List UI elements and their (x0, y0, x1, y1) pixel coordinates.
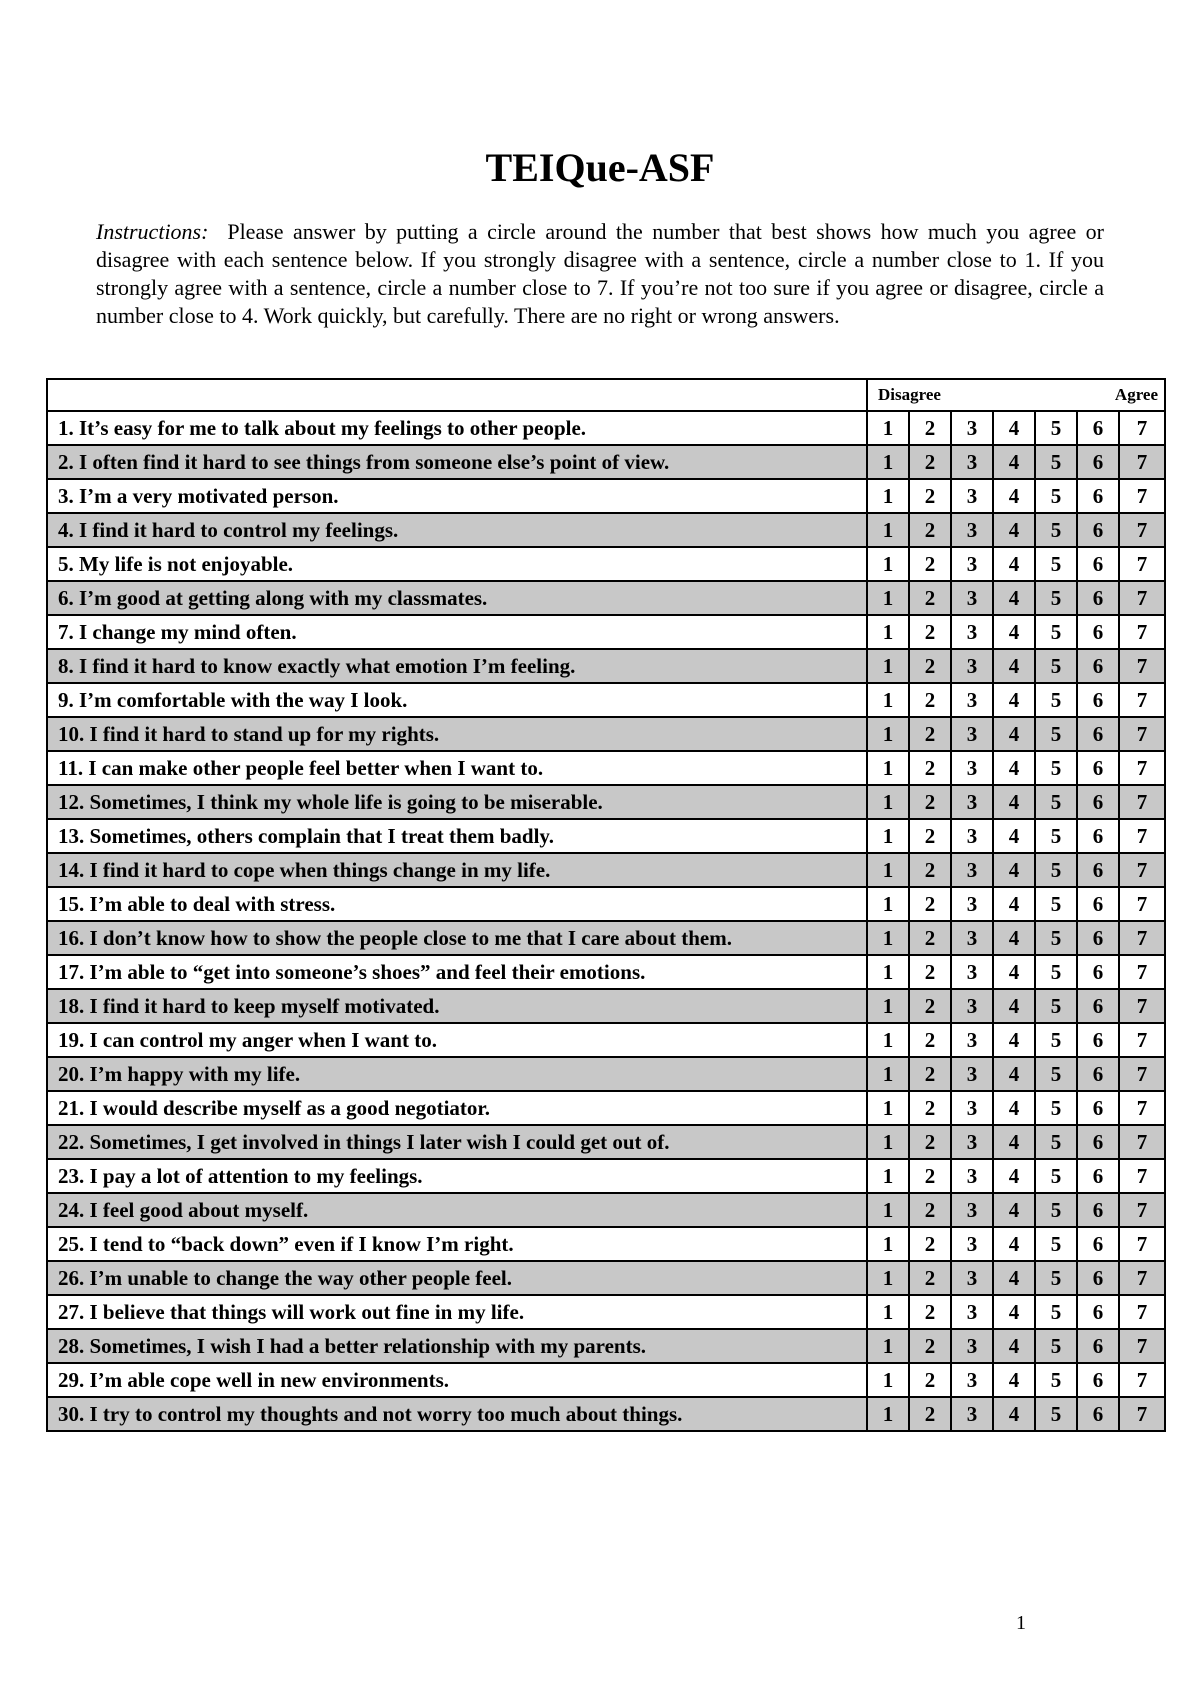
rating-option-5[interactable]: 5 (1035, 479, 1077, 513)
rating-option-2[interactable]: 2 (909, 1227, 951, 1261)
survey-item-row (47, 1091, 1165, 1125)
rating-option-6[interactable]: 6 (1077, 615, 1119, 649)
rating-option-4[interactable]: 4 (993, 1091, 1035, 1125)
rating-option-6[interactable]: 6 (1077, 445, 1119, 479)
rating-option-5[interactable]: 5 (1035, 411, 1077, 445)
survey-item-row (47, 1125, 1165, 1159)
rating-option-7[interactable]: 7 (1119, 1227, 1165, 1261)
rating-option-6[interactable]: 6 (1077, 649, 1119, 683)
rating-option-4[interactable]: 4 (993, 513, 1035, 547)
survey-item-row (47, 1329, 1165, 1363)
rating-option-3[interactable]: 3 (951, 1023, 993, 1057)
rating-option-3[interactable]: 3 (951, 479, 993, 513)
rating-option-7[interactable]: 7 (1119, 581, 1165, 615)
rating-option-5[interactable]: 5 (1035, 1125, 1077, 1159)
item-statement: 12. Sometimes, I think my whole life is going to be miserable. (47, 785, 867, 819)
page-number: 1 (1016, 1612, 1026, 1634)
rating-option-1[interactable]: 1 (867, 1125, 909, 1159)
rating-option-4[interactable]: 4 (993, 887, 1035, 921)
rating-option-6[interactable]: 6 (1077, 1363, 1119, 1397)
rating-option-4[interactable]: 4 (993, 819, 1035, 853)
rating-option-2[interactable]: 2 (909, 513, 951, 547)
rating-option-5[interactable]: 5 (1035, 1159, 1077, 1193)
rating-option-6[interactable]: 6 (1077, 751, 1119, 785)
item-statement: 22. Sometimes, I get involved in things I later wish I could get out of. (47, 1125, 867, 1159)
survey-item-row (47, 1159, 1165, 1193)
rating-option-3[interactable]: 3 (951, 1091, 993, 1125)
rating-option-1[interactable]: 1 (867, 1159, 909, 1193)
rating-option-3[interactable]: 3 (951, 445, 993, 479)
rating-option-3[interactable]: 3 (951, 1159, 993, 1193)
rating-option-2[interactable]: 2 (909, 921, 951, 955)
rating-option-6[interactable]: 6 (1077, 989, 1119, 1023)
rating-option-2[interactable]: 2 (909, 1193, 951, 1227)
rating-option-2[interactable]: 2 (909, 1363, 951, 1397)
rating-option-3[interactable]: 3 (951, 411, 993, 445)
rating-option-4[interactable]: 4 (993, 1023, 1035, 1057)
rating-option-4[interactable]: 4 (993, 1397, 1035, 1431)
scale-header-cell (867, 379, 1165, 411)
item-statement: 5. My life is not enjoyable. (47, 547, 867, 581)
survey-item-row (47, 649, 1165, 683)
rating-option-3[interactable]: 3 (951, 1329, 993, 1363)
rating-option-4[interactable]: 4 (993, 1159, 1035, 1193)
rating-option-4[interactable]: 4 (993, 649, 1035, 683)
rating-option-5[interactable]: 5 (1035, 785, 1077, 819)
item-statement: 10. I find it hard to stand up for my rights. (47, 717, 867, 751)
item-statement: 3. I’m a very motivated person. (47, 479, 867, 513)
item-statement: 18. I find it hard to keep myself motivated. (47, 989, 867, 1023)
item-statement: 8. I find it hard to know exactly what emotion I’m feeling. (47, 649, 867, 683)
rating-option-6[interactable]: 6 (1077, 479, 1119, 513)
item-statement: 6. I’m good at getting along with my classmates. (47, 581, 867, 615)
survey-item-row (47, 989, 1165, 1023)
rating-option-3[interactable]: 3 (951, 853, 993, 887)
survey-item-row (47, 819, 1165, 853)
rating-option-3[interactable]: 3 (951, 581, 993, 615)
item-statement: 1. It’s easy for me to talk about my feelings to other people. (47, 411, 867, 445)
rating-option-7[interactable]: 7 (1119, 445, 1165, 479)
rating-option-1[interactable]: 1 (867, 479, 909, 513)
item-statement: 21. I would describe myself as a good negotiator. (47, 1091, 867, 1125)
instructions-lead: Instructions: (96, 219, 209, 244)
rating-option-3[interactable]: 3 (951, 717, 993, 751)
rating-option-1[interactable]: 1 (867, 1193, 909, 1227)
rating-option-6[interactable]: 6 (1077, 887, 1119, 921)
rating-option-6[interactable]: 6 (1077, 1295, 1119, 1329)
item-statement: 9. I’m comfortable with the way I look. (47, 683, 867, 717)
rating-option-6[interactable]: 6 (1077, 1125, 1119, 1159)
rating-option-2[interactable]: 2 (909, 1057, 951, 1091)
rating-option-2[interactable]: 2 (909, 1091, 951, 1125)
rating-option-2[interactable]: 2 (909, 955, 951, 989)
rating-option-6[interactable]: 6 (1077, 785, 1119, 819)
rating-option-6[interactable]: 6 (1077, 1397, 1119, 1431)
item-statement: 11. I can make other people feel better when I want to. (47, 751, 867, 785)
item-statement: 28. Sometimes, I wish I had a better relationship with my parents. (47, 1329, 867, 1363)
survey-item-row (47, 785, 1165, 819)
rating-option-7[interactable]: 7 (1119, 513, 1165, 547)
survey-item-row (47, 751, 1165, 785)
survey-item-row (47, 955, 1165, 989)
rating-option-6[interactable]: 6 (1077, 1227, 1119, 1261)
rating-option-2[interactable]: 2 (909, 649, 951, 683)
rating-option-2[interactable]: 2 (909, 1329, 951, 1363)
rating-option-5[interactable]: 5 (1035, 1023, 1077, 1057)
survey-item-row (47, 1363, 1165, 1397)
item-statement: 29. I’m able cope well in new environments. (47, 1363, 867, 1397)
rating-option-3[interactable]: 3 (951, 649, 993, 683)
rating-option-5[interactable]: 5 (1035, 1227, 1077, 1261)
rating-option-4[interactable]: 4 (993, 1193, 1035, 1227)
rating-option-4[interactable]: 4 (993, 1261, 1035, 1295)
rating-option-5[interactable]: 5 (1035, 513, 1077, 547)
item-statement: 25. I tend to “back down” even if I know I’m right. (47, 1227, 867, 1261)
rating-option-5[interactable]: 5 (1035, 955, 1077, 989)
rating-option-5[interactable]: 5 (1035, 615, 1077, 649)
rating-option-7[interactable]: 7 (1119, 1363, 1165, 1397)
rating-option-2[interactable]: 2 (909, 683, 951, 717)
rating-option-6[interactable]: 6 (1077, 581, 1119, 615)
rating-option-4[interactable]: 4 (993, 955, 1035, 989)
instructions-paragraph (96, 218, 1104, 330)
rating-option-7[interactable]: 7 (1119, 819, 1165, 853)
survey-item-row (47, 513, 1165, 547)
rating-option-1[interactable]: 1 (867, 445, 909, 479)
rating-option-2[interactable]: 2 (909, 1295, 951, 1329)
item-statement: 23. I pay a lot of attention to my feelings. (47, 1159, 867, 1193)
rating-option-4[interactable]: 4 (993, 1125, 1035, 1159)
rating-option-7[interactable]: 7 (1119, 955, 1165, 989)
rating-option-6[interactable]: 6 (1077, 853, 1119, 887)
rating-option-1[interactable]: 1 (867, 1329, 909, 1363)
rating-option-6[interactable]: 6 (1077, 1261, 1119, 1295)
rating-option-4[interactable]: 4 (993, 1295, 1035, 1329)
rating-option-1[interactable]: 1 (867, 717, 909, 751)
rating-option-7[interactable]: 7 (1119, 1295, 1165, 1329)
rating-option-3[interactable]: 3 (951, 1125, 993, 1159)
rating-option-2[interactable]: 2 (909, 445, 951, 479)
rating-option-2[interactable]: 2 (909, 853, 951, 887)
survey-item-row (47, 1397, 1165, 1431)
rating-option-6[interactable]: 6 (1077, 683, 1119, 717)
rating-option-4[interactable]: 4 (993, 411, 1035, 445)
rating-option-2[interactable]: 2 (909, 1261, 951, 1295)
rating-option-4[interactable]: 4 (993, 479, 1035, 513)
rating-option-2[interactable]: 2 (909, 547, 951, 581)
item-statement: 2. I often find it hard to see things from someone else’s point of view. (47, 445, 867, 479)
rating-option-7[interactable]: 7 (1119, 1125, 1165, 1159)
rating-option-3[interactable]: 3 (951, 1397, 993, 1431)
rating-option-3[interactable]: 3 (951, 785, 993, 819)
rating-option-7[interactable]: 7 (1119, 649, 1165, 683)
rating-option-5[interactable]: 5 (1035, 853, 1077, 887)
rating-option-2[interactable]: 2 (909, 785, 951, 819)
rating-option-4[interactable]: 4 (993, 581, 1035, 615)
rating-option-5[interactable]: 5 (1035, 989, 1077, 1023)
rating-option-1[interactable]: 1 (867, 887, 909, 921)
survey-item-row (47, 615, 1165, 649)
rating-option-7[interactable]: 7 (1119, 411, 1165, 445)
item-statement: 19. I can control my anger when I want to. (47, 1023, 867, 1057)
survey-item-row (47, 853, 1165, 887)
item-statement: 15. I’m able to deal with stress. (47, 887, 867, 921)
rating-option-2[interactable]: 2 (909, 1159, 951, 1193)
rating-option-1[interactable]: 1 (867, 1057, 909, 1091)
rating-option-3[interactable]: 3 (951, 547, 993, 581)
rating-option-5[interactable]: 5 (1035, 649, 1077, 683)
rating-option-7[interactable]: 7 (1119, 615, 1165, 649)
rating-option-1[interactable]: 1 (867, 1023, 909, 1057)
rating-option-6[interactable]: 6 (1077, 513, 1119, 547)
rating-option-1[interactable]: 1 (867, 1227, 909, 1261)
rating-option-5[interactable]: 5 (1035, 547, 1077, 581)
rating-option-3[interactable]: 3 (951, 1193, 993, 1227)
rating-option-7[interactable]: 7 (1119, 547, 1165, 581)
rating-option-2[interactable]: 2 (909, 581, 951, 615)
survey-item-row (47, 1261, 1165, 1295)
rating-option-1[interactable]: 1 (867, 921, 909, 955)
rating-option-1[interactable]: 1 (867, 649, 909, 683)
rating-option-4[interactable]: 4 (993, 785, 1035, 819)
rating-option-2[interactable]: 2 (909, 1125, 951, 1159)
rating-option-1[interactable]: 1 (867, 683, 909, 717)
rating-option-4[interactable]: 4 (993, 547, 1035, 581)
rating-option-4[interactable]: 4 (993, 921, 1035, 955)
rating-option-1[interactable]: 1 (867, 989, 909, 1023)
rating-option-7[interactable]: 7 (1119, 1193, 1165, 1227)
rating-option-3[interactable]: 3 (951, 1363, 993, 1397)
rating-option-6[interactable]: 6 (1077, 1023, 1119, 1057)
rating-option-7[interactable]: 7 (1119, 785, 1165, 819)
item-statement: 16. I don’t know how to show the people close to me that I care about them. (47, 921, 867, 955)
rating-option-3[interactable]: 3 (951, 513, 993, 547)
rating-option-7[interactable]: 7 (1119, 1397, 1165, 1431)
item-statement: 20. I’m happy with my life. (47, 1057, 867, 1091)
rating-option-4[interactable]: 4 (993, 853, 1035, 887)
rating-option-7[interactable]: 7 (1119, 1057, 1165, 1091)
rating-option-6[interactable]: 6 (1077, 955, 1119, 989)
rating-option-1[interactable]: 1 (867, 785, 909, 819)
rating-option-6[interactable]: 6 (1077, 1057, 1119, 1091)
agree-label: Agree (1114, 385, 1159, 404)
rating-option-5[interactable]: 5 (1035, 1261, 1077, 1295)
rating-option-3[interactable]: 3 (951, 1057, 993, 1091)
rating-option-2[interactable]: 2 (909, 819, 951, 853)
survey-item-row (47, 581, 1165, 615)
survey-item-row (47, 683, 1165, 717)
rating-option-1[interactable]: 1 (867, 411, 909, 445)
instructions-text: Please answer by putting a circle around the number that best shows how much you agree or disagree with each sentence below. If you strongly disagree with a sentence, circle a number close to 1. If you strongly agree with a sentence, circle a number close to 7. If you’re not too sure if you agree or disagree, circle a number close to 4. Work quickly, but carefully. There are no right or wrong answers. (96, 219, 1105, 328)
disagree-label: Disagree (878, 385, 941, 404)
rating-option-2[interactable]: 2 (909, 411, 951, 445)
rating-option-6[interactable]: 6 (1077, 921, 1119, 955)
rating-option-6[interactable]: 6 (1077, 547, 1119, 581)
rating-option-6[interactable]: 6 (1077, 1329, 1119, 1363)
rating-option-1[interactable]: 1 (867, 751, 909, 785)
survey-item-row (47, 1227, 1165, 1261)
survey-item-row (47, 1295, 1165, 1329)
rating-option-5[interactable]: 5 (1035, 683, 1077, 717)
rating-option-6[interactable]: 6 (1077, 411, 1119, 445)
rating-option-4[interactable]: 4 (993, 1363, 1035, 1397)
page-title: TEIQue-ASF (485, 145, 715, 190)
rating-option-3[interactable]: 3 (951, 921, 993, 955)
rating-option-7[interactable]: 7 (1119, 1091, 1165, 1125)
survey-table (46, 378, 1166, 1432)
rating-option-6[interactable]: 6 (1077, 1193, 1119, 1227)
rating-option-6[interactable]: 6 (1077, 1159, 1119, 1193)
rating-option-4[interactable]: 4 (993, 615, 1035, 649)
survey-item-row (47, 1193, 1165, 1227)
rating-option-3[interactable]: 3 (951, 615, 993, 649)
rating-option-3[interactable]: 3 (951, 1227, 993, 1261)
rating-option-3[interactable]: 3 (951, 751, 993, 785)
item-statement: 26. I’m unable to change the way other people feel. (47, 1261, 867, 1295)
rating-option-1[interactable]: 1 (867, 1261, 909, 1295)
rating-option-2[interactable]: 2 (909, 751, 951, 785)
rating-option-2[interactable]: 2 (909, 717, 951, 751)
table-header-row (47, 379, 1165, 411)
rating-option-7[interactable]: 7 (1119, 479, 1165, 513)
survey-item-row (47, 479, 1165, 513)
rating-option-2[interactable]: 2 (909, 1023, 951, 1057)
rating-option-4[interactable]: 4 (993, 1227, 1035, 1261)
rating-option-4[interactable]: 4 (993, 445, 1035, 479)
rating-option-2[interactable]: 2 (909, 989, 951, 1023)
rating-option-4[interactable]: 4 (993, 1057, 1035, 1091)
rating-option-7[interactable]: 7 (1119, 887, 1165, 921)
rating-option-1[interactable]: 1 (867, 513, 909, 547)
survey-item-row (47, 887, 1165, 921)
rating-option-1[interactable]: 1 (867, 1397, 909, 1431)
rating-option-2[interactable]: 2 (909, 479, 951, 513)
rating-option-1[interactable]: 1 (867, 955, 909, 989)
survey-item-row (47, 547, 1165, 581)
rating-option-7[interactable]: 7 (1119, 717, 1165, 751)
rating-option-1[interactable]: 1 (867, 853, 909, 887)
item-statement: 4. I find it hard to control my feelings. (47, 513, 867, 547)
rating-option-5[interactable]: 5 (1035, 717, 1077, 751)
rating-option-7[interactable]: 7 (1119, 1159, 1165, 1193)
rating-option-6[interactable]: 6 (1077, 717, 1119, 751)
survey-body (47, 411, 1165, 1431)
rating-option-5[interactable]: 5 (1035, 1057, 1077, 1091)
rating-option-1[interactable]: 1 (867, 819, 909, 853)
rating-option-1[interactable]: 1 (867, 581, 909, 615)
rating-option-3[interactable]: 3 (951, 683, 993, 717)
rating-option-5[interactable]: 5 (1035, 445, 1077, 479)
rating-option-5[interactable]: 5 (1035, 751, 1077, 785)
item-statement: 7. I change my mind often. (47, 615, 867, 649)
rating-option-2[interactable]: 2 (909, 1397, 951, 1431)
rating-option-7[interactable]: 7 (1119, 853, 1165, 887)
rating-option-1[interactable]: 1 (867, 615, 909, 649)
rating-option-3[interactable]: 3 (951, 819, 993, 853)
rating-option-5[interactable]: 5 (1035, 1295, 1077, 1329)
rating-option-2[interactable]: 2 (909, 887, 951, 921)
rating-option-7[interactable]: 7 (1119, 1261, 1165, 1295)
survey-item-row (47, 717, 1165, 751)
survey-item-row (47, 921, 1165, 955)
rating-option-5[interactable]: 5 (1035, 581, 1077, 615)
rating-option-5[interactable]: 5 (1035, 1193, 1077, 1227)
rating-option-4[interactable]: 4 (993, 683, 1035, 717)
item-statement: 30. I try to control my thoughts and not worry too much about things. (47, 1397, 867, 1431)
rating-option-7[interactable]: 7 (1119, 1023, 1165, 1057)
rating-option-1[interactable]: 1 (867, 1091, 909, 1125)
survey-item-row (47, 411, 1165, 445)
item-statement: 17. I’m able to “get into someone’s shoes” and feel their emotions. (47, 955, 867, 989)
rating-option-5[interactable]: 5 (1035, 1397, 1077, 1431)
rating-option-7[interactable]: 7 (1119, 921, 1165, 955)
rating-option-5[interactable]: 5 (1035, 819, 1077, 853)
rating-option-7[interactable]: 7 (1119, 1329, 1165, 1363)
rating-option-3[interactable]: 3 (951, 1261, 993, 1295)
rating-option-1[interactable]: 1 (867, 1295, 909, 1329)
rating-option-1[interactable]: 1 (867, 1363, 909, 1397)
rating-option-3[interactable]: 3 (951, 887, 993, 921)
rating-option-4[interactable]: 4 (993, 751, 1035, 785)
rating-option-5[interactable]: 5 (1035, 887, 1077, 921)
rating-option-3[interactable]: 3 (951, 1295, 993, 1329)
rating-option-4[interactable]: 4 (993, 989, 1035, 1023)
rating-option-5[interactable]: 5 (1035, 1091, 1077, 1125)
rating-option-2[interactable]: 2 (909, 615, 951, 649)
rating-option-7[interactable]: 7 (1119, 751, 1165, 785)
survey-item-row (47, 445, 1165, 479)
item-statement: 13. Sometimes, others complain that I treat them badly. (47, 819, 867, 853)
rating-option-6[interactable]: 6 (1077, 819, 1119, 853)
rating-option-3[interactable]: 3 (951, 955, 993, 989)
item-statement: 27. I believe that things will work out fine in my life. (47, 1295, 867, 1329)
item-statement: 14. I find it hard to cope when things change in my life. (47, 853, 867, 887)
survey-item-row (47, 1057, 1165, 1091)
rating-option-4[interactable]: 4 (993, 1329, 1035, 1363)
rating-option-4[interactable]: 4 (993, 717, 1035, 751)
header-blank-cell (47, 379, 867, 411)
rating-option-5[interactable]: 5 (1035, 1363, 1077, 1397)
rating-option-5[interactable]: 5 (1035, 921, 1077, 955)
rating-option-7[interactable]: 7 (1119, 989, 1165, 1023)
rating-option-5[interactable]: 5 (1035, 1329, 1077, 1363)
survey-item-row (47, 1023, 1165, 1057)
rating-option-6[interactable]: 6 (1077, 1091, 1119, 1125)
rating-option-1[interactable]: 1 (867, 547, 909, 581)
rating-option-7[interactable]: 7 (1119, 683, 1165, 717)
rating-option-3[interactable]: 3 (951, 989, 993, 1023)
item-statement: 24. I feel good about myself. (47, 1193, 867, 1227)
